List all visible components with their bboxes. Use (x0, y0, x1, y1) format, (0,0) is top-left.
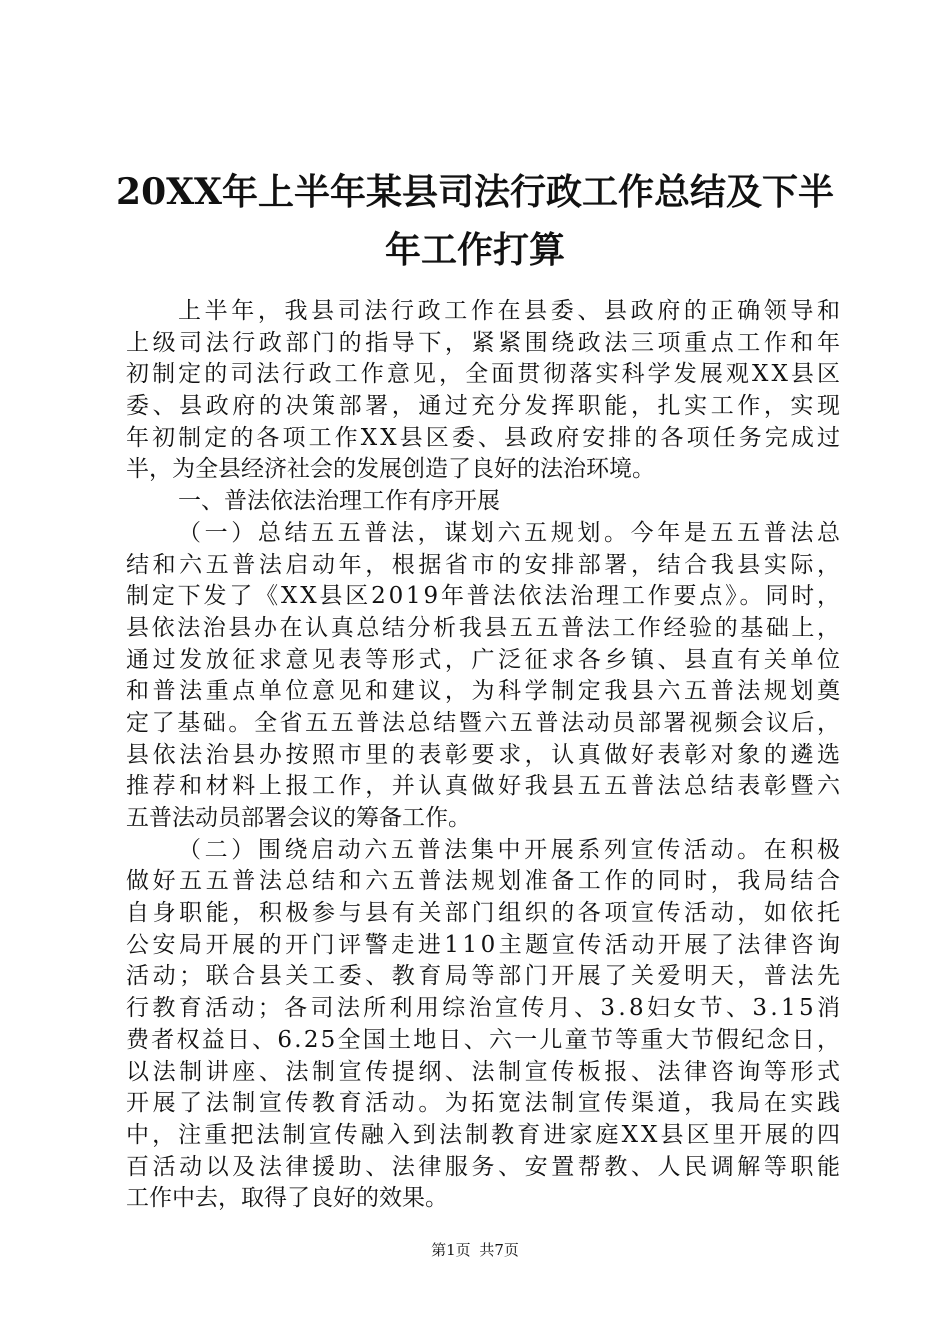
text-line: 活动；联合县关工委、教育局等部门开展了关爱明天，普法先 (126, 963, 844, 990)
text-line: 上级司法行政部门的指导下，紧紧围绕政法三项重点工作和年 (126, 329, 844, 356)
text-line: 上半年，我县司法行政工作在县委、县政府的正确领导和 (178, 298, 844, 324)
text-line: 县依法治县办按照市里的表彰要求，认真做好表彰对象的遴选 (126, 741, 844, 768)
text-line: 自身职能，积极参与县有关部门组织的各项宣传活动，如依托 (126, 900, 844, 927)
text-line: 开展了法制宣传教育活动。为拓宽法制宣传渠道，我局在实践 (126, 1090, 844, 1117)
text-line: 定了基础。全省五五普法总结暨六五普法动员部署视频会议后， (126, 709, 843, 736)
page-total: 共7页 (479, 1241, 519, 1259)
text-line: 和普法重点单位意见和建议，为科学制定我县六五普法规划奠 (126, 678, 844, 705)
text-line: 初制定的司法行政工作意见，全面贯彻落实科学发展观XX县区 (126, 361, 844, 388)
page-footer (0, 1238, 950, 1262)
text-line: 行教育活动；各司法所利用综治宣传月、3.8妇女节、3.15消 (126, 995, 844, 1022)
text-line: 制定下发了《XX县区2019年普法依法治理工作要点》。同时， (126, 583, 843, 610)
text-line: 半，为全县经济社会的发展创造了良好的法治环境。 (126, 456, 655, 483)
text-line: 做好五五普法总结和六五普法规划准备工作的同时，我局结合 (126, 868, 844, 895)
text-line: （一）总结五五普法，谋划六五规划。今年是五五普法总 (178, 519, 844, 546)
text-line: 委、县政府的决策部署，通过充分发挥职能，扎实工作，实现 (126, 393, 844, 420)
text-line: 费者权益日、6.25全国土地日、六一儿童节等重大节假纪念日， (126, 1026, 843, 1053)
page-number: 第1页 (431, 1241, 471, 1259)
text-line: （二）围绕启动六五普法集中开展系列宣传活动。在积极 (178, 836, 844, 863)
text-line: 中，注重把法制宣传融入到法制教育进家庭XX县区里开展的四 (126, 1121, 844, 1148)
text-line: 百活动以及法律援助、法律服务、安置帮教、人民调解等职能 (126, 1153, 844, 1180)
document-title-line-1: 20XX年上半年某县司法行政工作总结及下半 (116, 171, 834, 213)
text-line: 县依法治县办在认真总结分析我县五五普法工作经验的基础上， (126, 614, 843, 641)
text-line: 以法制讲座、法制宣传提纲、法制宣传板报、法律咨询等形式 (126, 1058, 844, 1085)
text-line: 工作中去，取得了良好的效果。 (126, 1185, 448, 1212)
document-body (126, 296, 844, 1215)
text-line: 推荐和材料上报工作，并认真做好我县五五普法总结表彰暨六 (126, 773, 844, 800)
text-line: 五普法动员部署会议的筹备工作。 (126, 805, 471, 831)
document-title-line-2: 年工作打算 (384, 229, 565, 271)
text-line: 结和六五普法启动年，根据省市的安排部署，结合我县实际， (126, 551, 844, 578)
text-line: 公安局开展的开门评警走进110主题宣传活动开展了法律咨询 (126, 931, 844, 958)
text-line: 通过发放征求意见表等形式，广泛征求各乡镇、县直有关单位 (126, 646, 844, 673)
text-line: 一、普法依法治理工作有序开展 (178, 488, 500, 515)
text-line: 年初制定的各项工作XX县区委、县政府安排的各项任务完成过 (126, 424, 844, 451)
